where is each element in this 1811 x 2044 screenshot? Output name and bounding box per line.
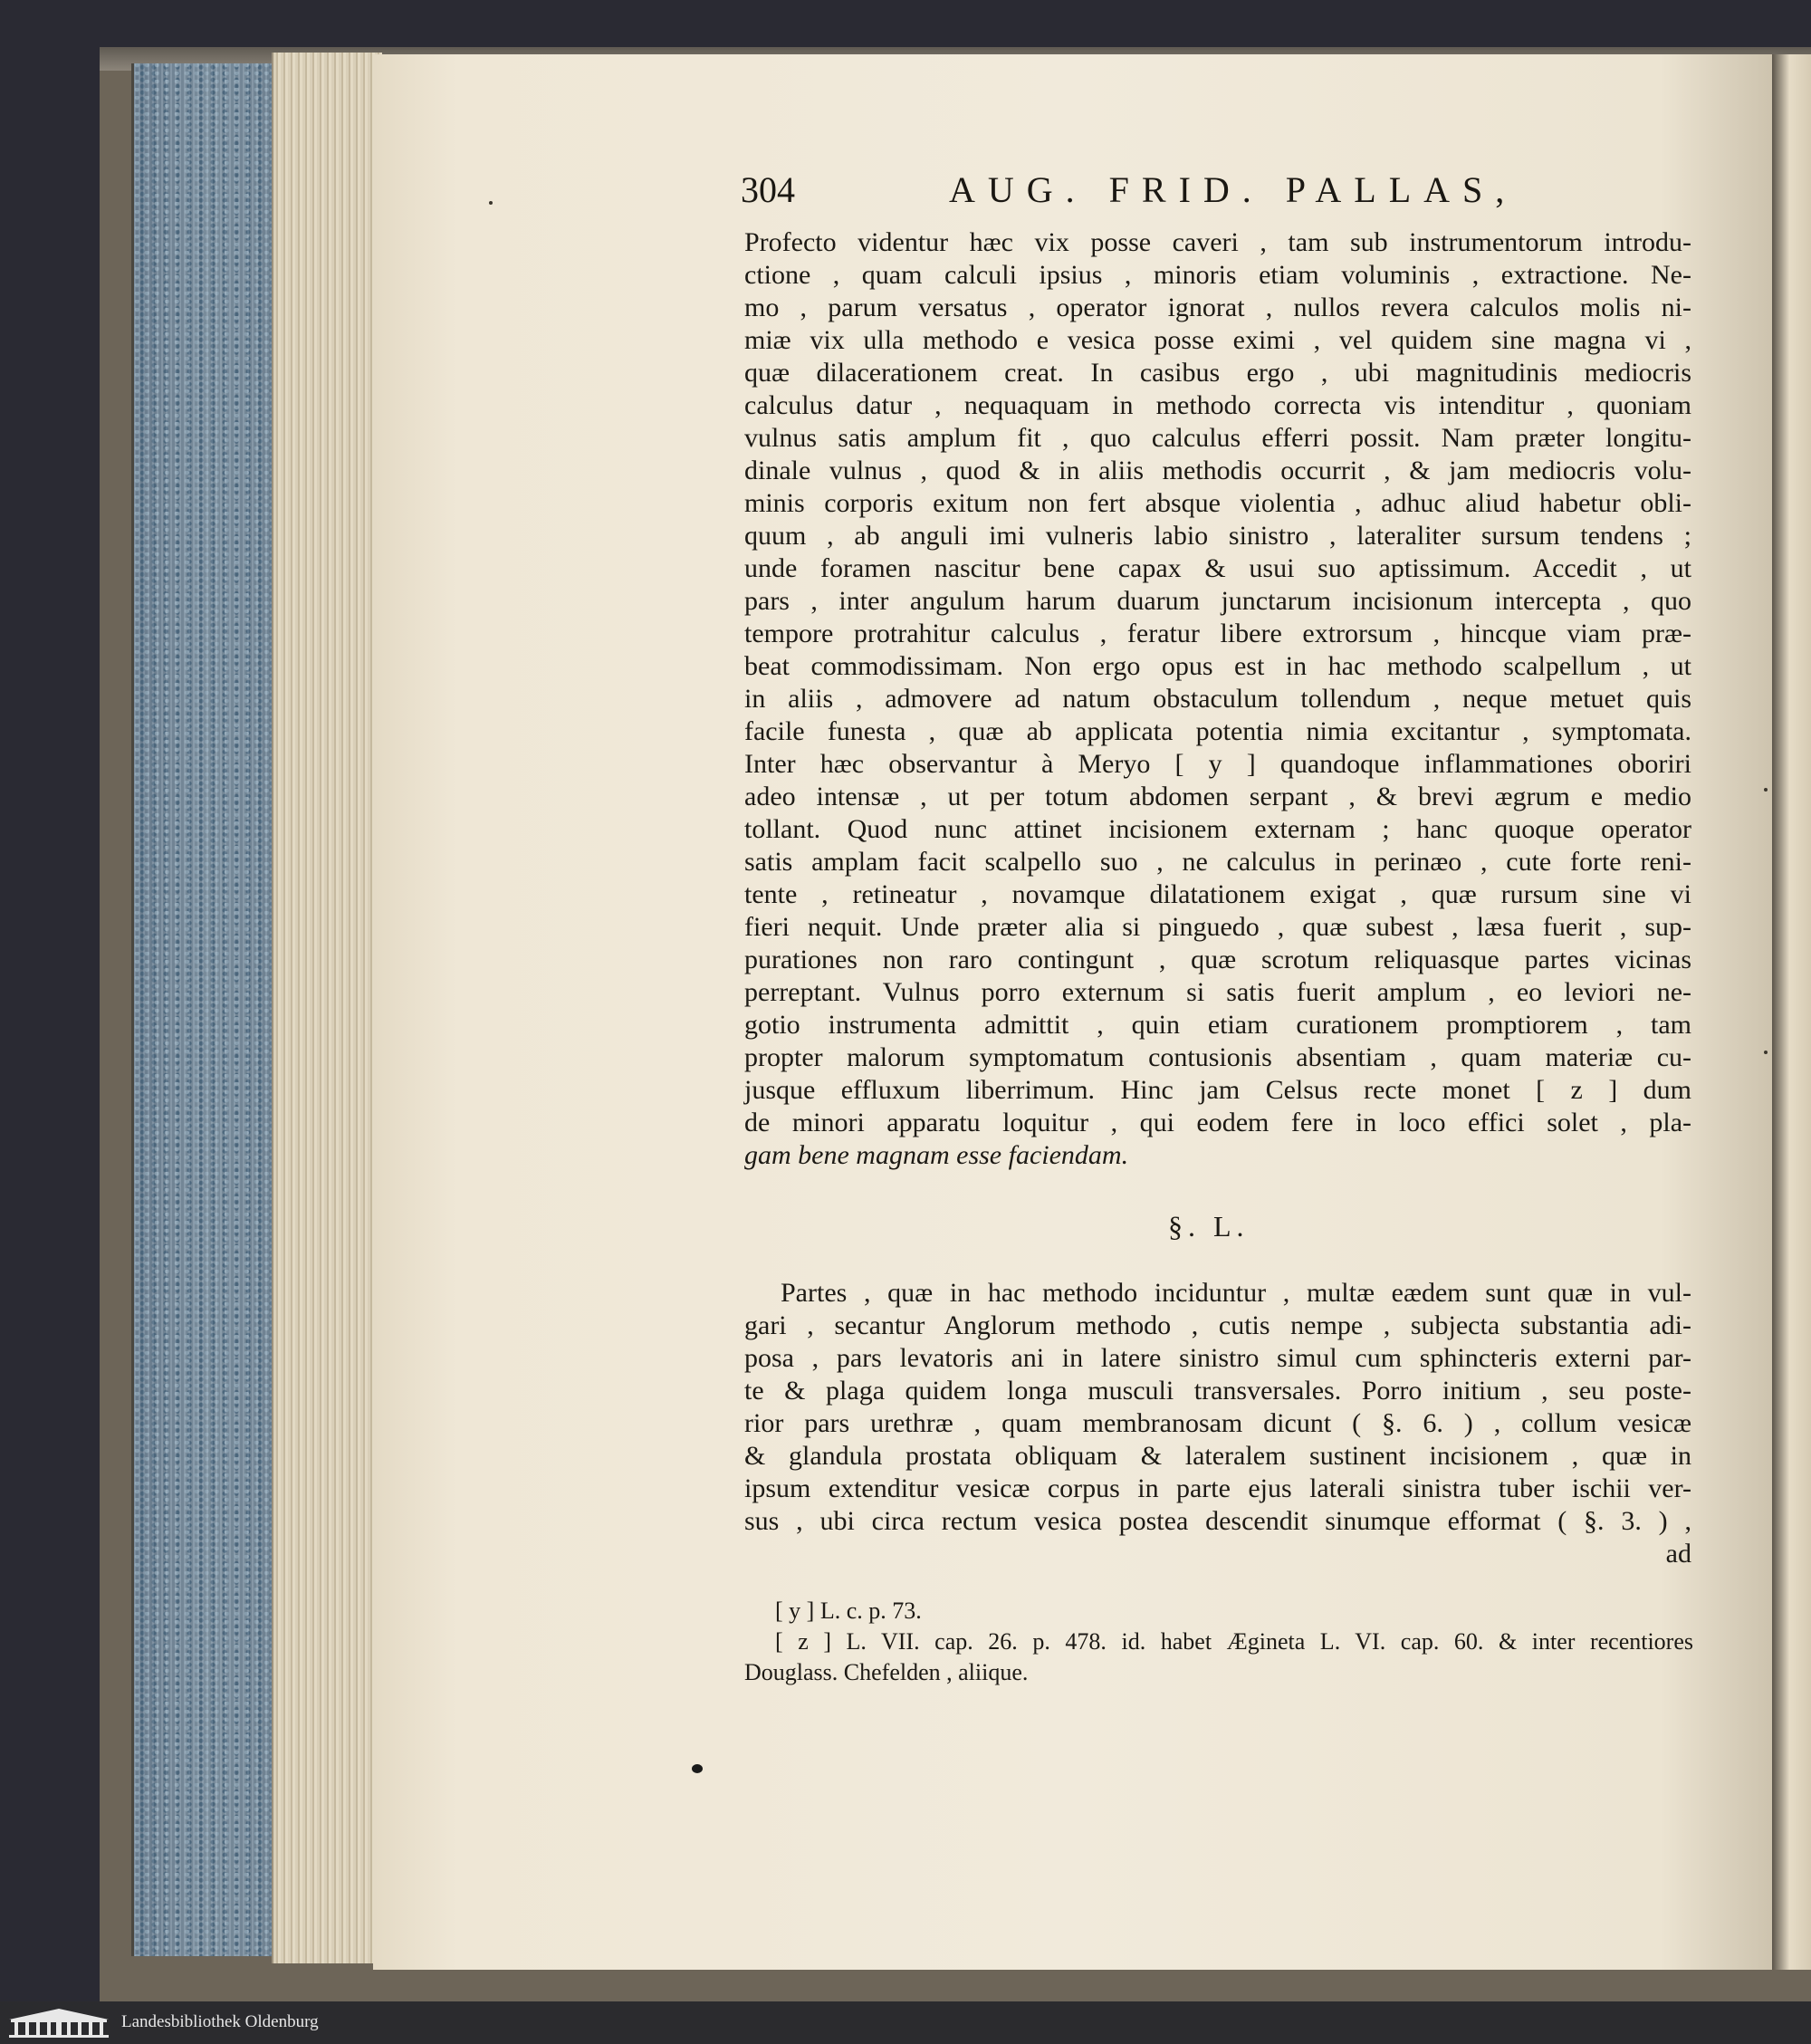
text-line: dinale vulnus , quod & in aliis methodis occurrit , & jam mediocris volu- <box>744 456 1691 485</box>
text-line: miæ vix ulla methodo e vesica posse eximi , vel quidem sine magna vi , <box>744 325 1691 355</box>
footnote: [ y ] L. c. p. 73. <box>775 1598 922 1624</box>
paper-speck <box>489 201 493 205</box>
italic-quote: gam bene magnam esse faciendam. <box>744 1140 1129 1170</box>
text-line: & glandula prostata obliquam & lateralem sustinent incisionem , quæ in <box>744 1441 1691 1471</box>
text-line: calculus datur , nequaquam in methodo correcta vis intenditur , quoniam <box>744 390 1691 420</box>
text-line: propter malorum symptomatum contusionis absentiam , quam materiæ cu- <box>744 1042 1691 1072</box>
section-heading: §. L. <box>1168 1210 1250 1243</box>
paper-speck <box>1764 788 1768 792</box>
text-line: tente , retineatur , novamque dilatationem exigat , quæ rursum sine vi <box>744 879 1691 909</box>
text-line: facile funesta , quæ ab applicata potentia nimia excitantur , symptomata. <box>744 716 1691 746</box>
text-line: quæ dilacerationem creat. In casibus ergo , ubi magnitudinis mediocris <box>744 358 1691 388</box>
paper-speck <box>1764 1051 1768 1054</box>
footnote-continuation: Douglass. Chefelden , aliique. <box>744 1659 1029 1685</box>
text-line: mo , parum versatus , operator ignorat , nullos revera calculos molis ni- <box>744 293 1691 322</box>
text-line: adeo intensæ , ut per totum abdomen serpant , & brevi ægrum e medio <box>744 782 1691 811</box>
text-line: satis amplam facit scalpello suo , ne calculus in perinæo , cute forte reni- <box>744 847 1691 877</box>
text-line: in aliis , admovere ad natum obstaculum tollendum , neque metuet quis <box>744 684 1691 714</box>
text-line: gari , secantur Anglorum methodo , cutis nempe , subjecta substantia adi- <box>744 1310 1691 1340</box>
text-line: de minori apparatu loquitur , qui eodem fere in loco effici solet , pla- <box>744 1108 1691 1137</box>
text-line: ctione , quam calculi ipsius , minoris etiam voluminis , extractione. Ne- <box>744 260 1691 290</box>
text-line: jusque effluxum liberrimum. Hinc jam Celsus recte monet [ z ] dum <box>744 1075 1691 1105</box>
library-building-icon <box>5 2007 112 2039</box>
page-stack <box>272 53 382 1963</box>
library-label: Landesbibliothek Oldenburg <box>121 2012 319 2031</box>
text-line: minis corporis exitum non fert absque violentia , adhuc aliud habetur obli- <box>744 488 1691 518</box>
text-line: tollant. Quod nunc attinet incisionem externam ; hanc quoque operator <box>744 814 1691 844</box>
text-line: sus , ubi circa rectum vesica postea descendit sinumque efformat ( §. 3. ) , <box>744 1506 1691 1536</box>
text-line: rior pars urethræ , quam membranosam dicunt ( §. 6. ) , collum vesicæ <box>744 1408 1691 1438</box>
page-number: 304 <box>741 169 795 210</box>
text-line: Profecto videntur hæc vix posse caveri , tam sub instrumentorum introdu- <box>744 227 1691 257</box>
text-line: unde foramen nascitur bene capax & usui suo aptissimum. Accedit , ut <box>744 553 1691 583</box>
text-line-italic <box>744 1139 1691 1172</box>
footer-bar <box>0 2001 1811 2044</box>
text-line: quum , ab anguli imi vulneris labio sinistro , lateraliter sursum tendens ; <box>744 521 1691 551</box>
running-header <box>741 168 1701 214</box>
text-line: beat commodissimam. Non ergo opus est in hac methodo scalpellum , ut <box>744 651 1691 681</box>
facing-page-edge <box>1772 54 1811 1970</box>
text-line: pars , inter angulum harum duarum junctarum incisionum intercepta , quo <box>744 586 1691 616</box>
text-line: gotio instrumenta admittit , quin etiam curationem promptiorem , tam <box>744 1010 1691 1040</box>
text-line: Partes , quæ in hac methodo inciduntur , multæ eædem sunt quæ in vul- <box>781 1278 1691 1308</box>
text-line: tempore protrahitur calculus , feratur libere extrorsum , hincque viam præ- <box>744 619 1691 648</box>
text-line: perreptant. Vulnus porro externum si satis fuerit amplum , eo leviori ne- <box>744 977 1691 1007</box>
text-line: ipsum extenditur vesicæ corpus in parte ejus laterali sinistra tuber ischii ver- <box>744 1473 1691 1503</box>
text-line: te & plaga quidem longa musculi transversales. Porro initium , seu poste- <box>744 1376 1691 1406</box>
text-line: Inter hæc observantur à Meryo [ y ] quandoque inflammationes oboriri <box>744 749 1691 779</box>
catchword: ad <box>1665 1539 1691 1569</box>
running-head: AUG. FRID. PALLAS, <box>949 169 1518 210</box>
text-line: posa , pars levatoris ani in latere sinistro simul cum sphincteris externi par- <box>744 1343 1691 1373</box>
text-line: purationes non raro contingunt , quæ scrotum reliquasque partes vicinas <box>744 945 1691 974</box>
text-line: fieri nequit. Unde præter alia si pinguedo , quæ subest , læsa fuerit , sup- <box>744 912 1691 942</box>
text-line: vulnus satis amplum fit , quo calculus efferri possit. Nam præter longitu- <box>744 423 1691 453</box>
ink-blot <box>692 1764 703 1773</box>
footnote: [ z ] L. VII. cap. 26. p. 478. id. habet Ægineta L. VI. cap. 60. & inter recentiores <box>775 1628 1693 1655</box>
